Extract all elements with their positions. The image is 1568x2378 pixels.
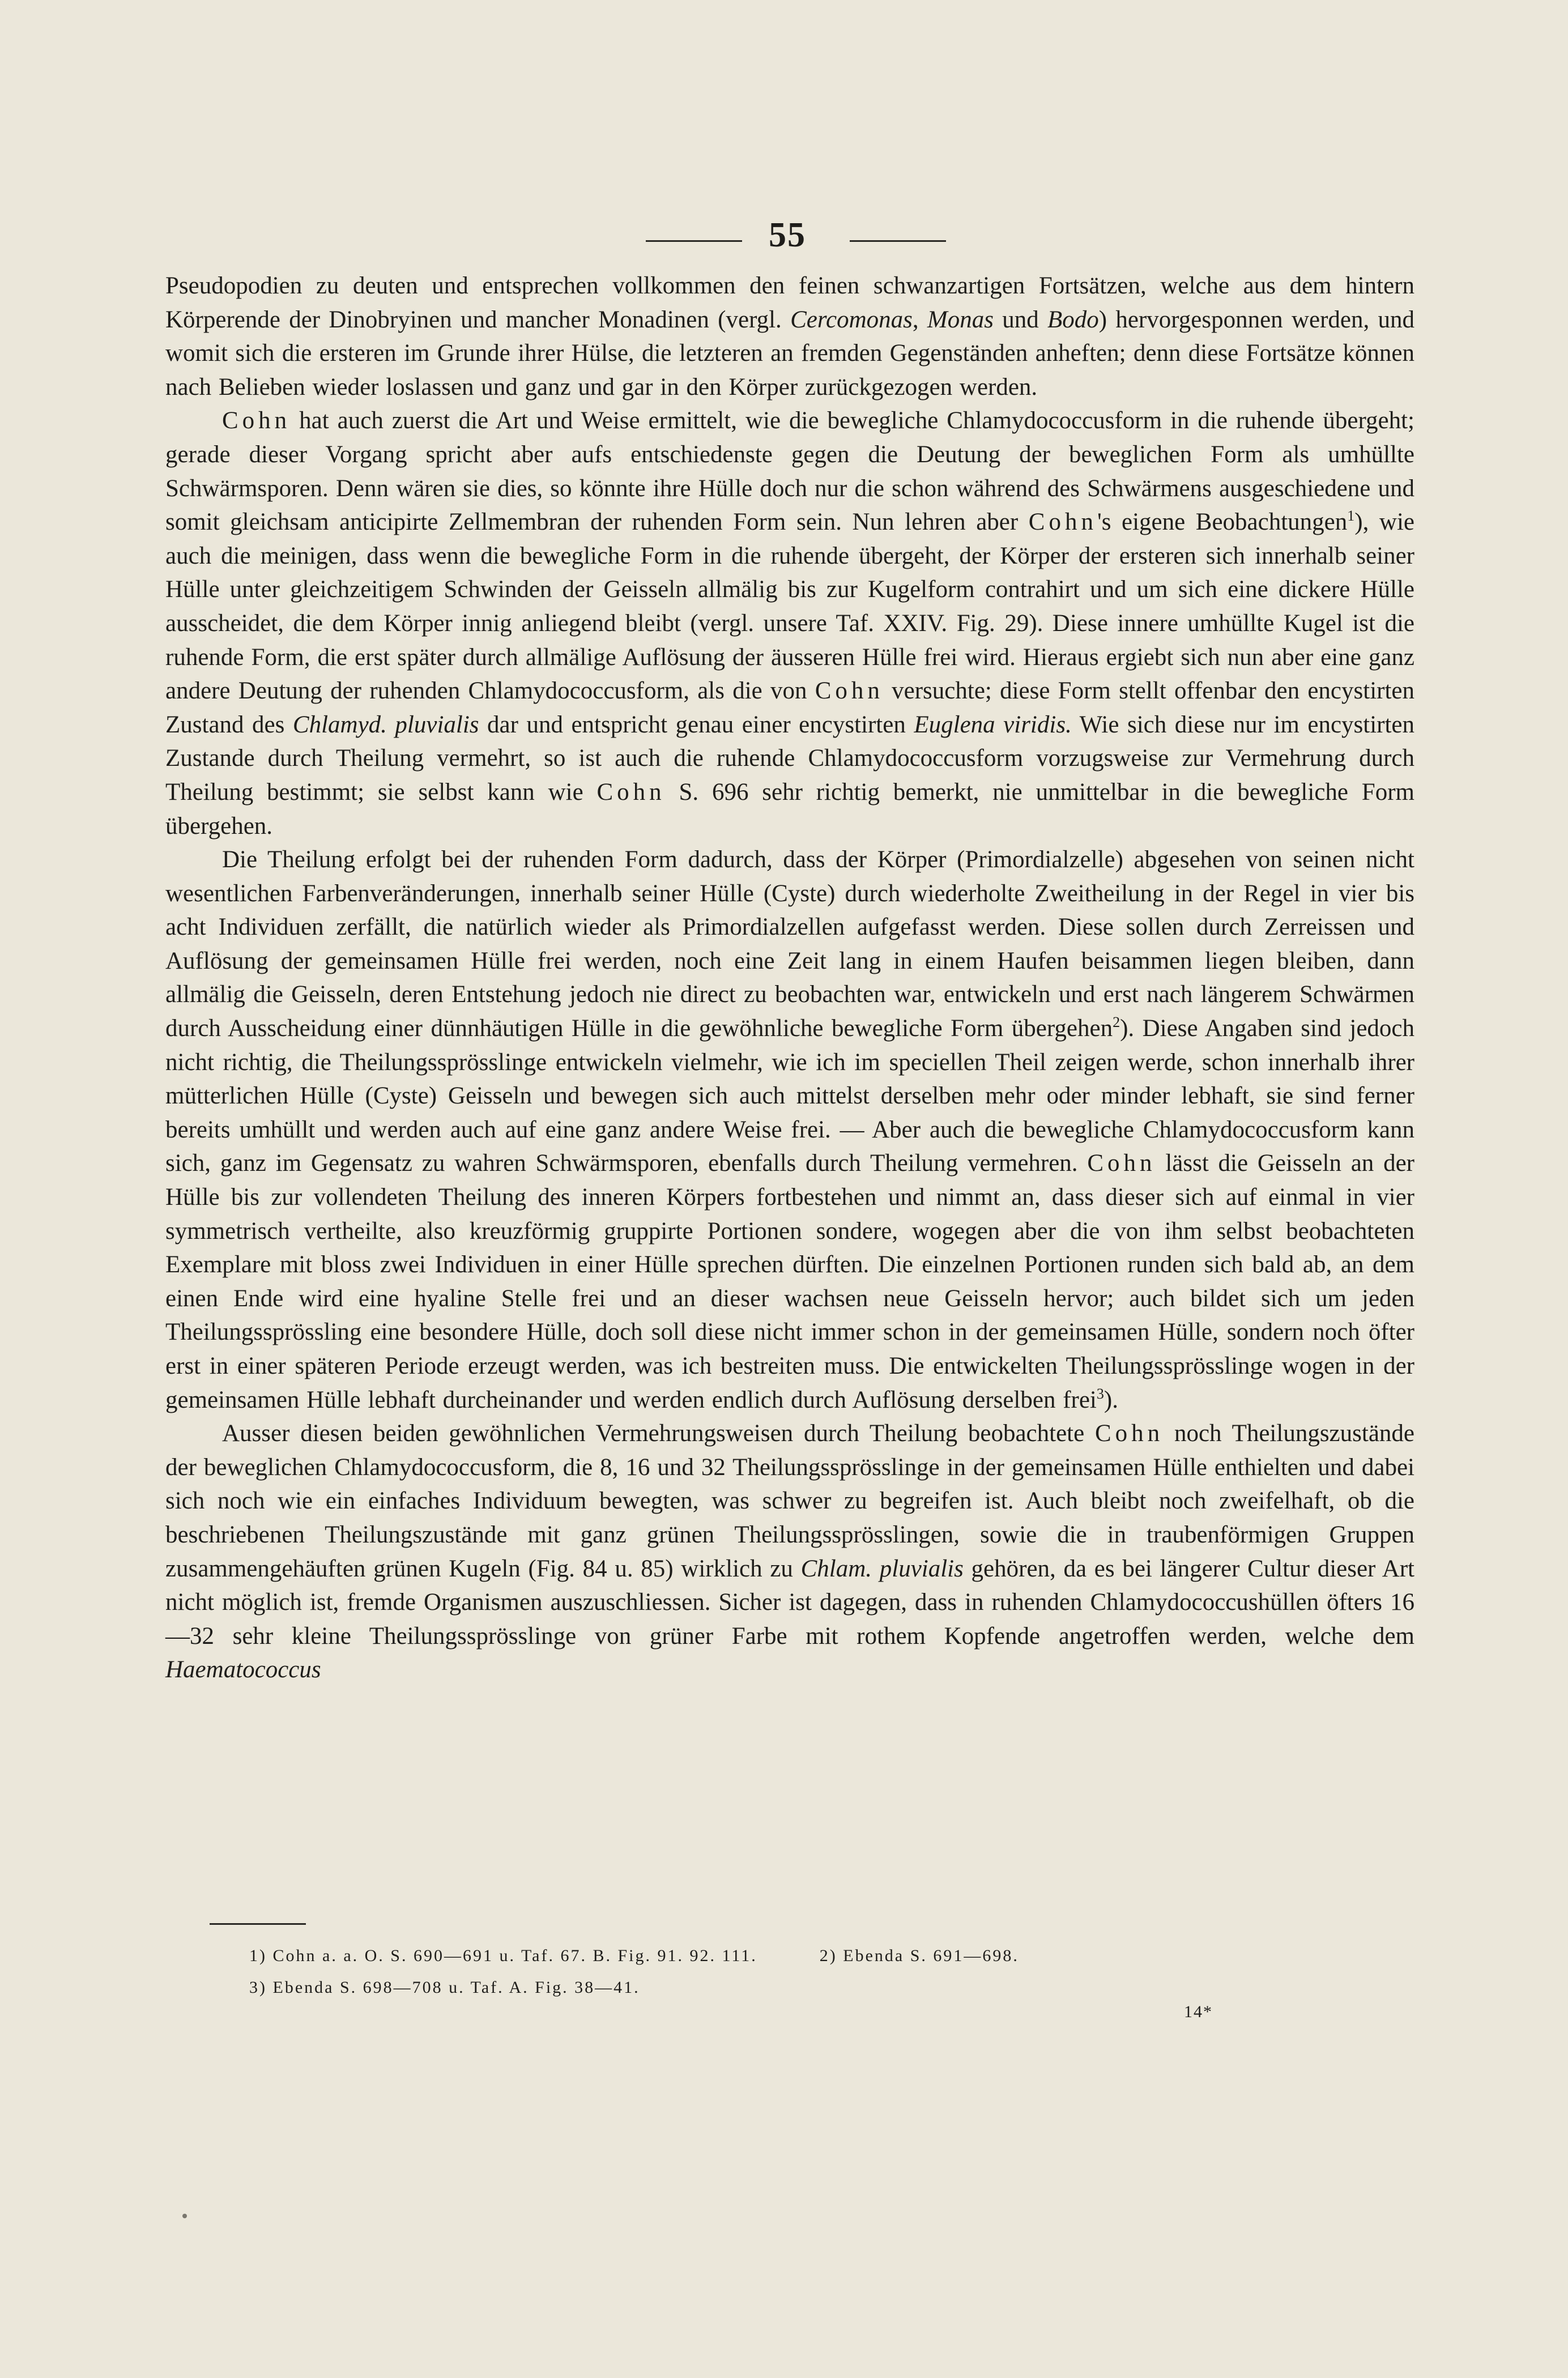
- text-run: S. 696 sehr richtig bemerkt, nie unmittelbar in die bewegliche Form übergehen.: [165, 778, 1414, 839]
- text-run: dar und entspricht genau einer encystirten: [479, 711, 914, 738]
- text-run: und: [993, 306, 1047, 333]
- text-run: hat auch zuerst die Art und Weise ermittelt, wie die bewegliche Chlamydococcusform in die ruhende übergeht; gerade dieser Vorgang spricht aber aufs entschiedenste gegen die Deutung der beweglichen Form als umhüllte Schwärmsporen. Denn wären sie dies, so könnte ihre Hülle doch nur die schon während des Schwärmens ausgeschiedene und somit gleichsam anticipirte Zellmembran der ruhenden Form sein. Nun lehren aber: [165, 407, 1414, 536]
- author-name: Cohn: [596, 778, 666, 806]
- page-number: 55: [769, 216, 806, 254]
- header-rule-right: [850, 240, 946, 242]
- text-run: gehören, da es bei längerer Cultur dieser Art nicht möglich ist, fremde Organismen auszuschliessen. Sicher ist dagegen, dass in ruhenden Chlamydococcushüllen öfters 16—32 sehr kleine Theilungssprösslinge von grüner Farbe mit rothem Kopfende angetroffen werden, welche dem: [165, 1555, 1415, 1650]
- footnote-ref: 2: [1113, 1014, 1120, 1031]
- text-run: Die Theilung erfolgt bei der ruhenden Form dadurch, dass der Körper (Primordialzelle) abgesehen von seinen nicht wesentlichen Farbenveränderungen, innerhalb seiner Hülle (Cyste) durch wiederholte Zweitheilung in der Regel in vier bis acht Individuen zerfällt, die natürlich wieder als Primordialzellen aufgefasst werden. Diese sollen durch Zerreissen und Auflösung der gemeinsamen Hülle frei werden, noch eine Zeit lang in einem Haufen beisammen liegen bleiben, dann allmälig die Geisseln, deren Entstehung jedoch nie direct zu beobachten war, entwickeln und erst nach längerem Schwärmen durch Ausscheidung einer dünnhäutigen Hülle in die gewöhnliche bewegliche Form übergehen: [165, 846, 1414, 1042]
- text-run: Wie sich diese nur im encystirten Zustande durch Theilung vermehrt, so ist auch die ruhende Chlamydococcusform vorzugsweise zur Vermehrung durch Theilung bestimmt; sie selbst kann wie: [165, 711, 1415, 806]
- paragraph-2: [165, 404, 1414, 843]
- text-run: lässt die Geisseln an der Hülle bis zur vollendeten Theilung des inneren Körpers fortbestehen und nimmt an, dass dieser sich auf einmal in vier symmetrisch vertheilte, also kreuzförmig gruppirte Portionen sondere, wogegen aber die von ihm selbst beobachteten Exemplare mit bloss zwei Individuen in einer Hülle sprechen dürften. Die einzelnen Portionen runden sich bald ab, an dem einen Ende wird eine hyaline Stelle frei und an dieser wachsen neue Geisseln hervor; auch bildet sich um jeden Theilungssprössling eine besondere Hülle, doch soll diese nicht immer schon in der gemeinsamen Hülle, sondern noch öfter erst in einer späteren Periode erzeugt werden, was ich bestreiten muss. Die entwickelten Theilungssprösslinge wogen in der gemeinsamen Hülle lebhaft durcheinander und werden endlich durch Auflösung derselben frei: [165, 1150, 1414, 1413]
- text-run: 's eigene Beobachtungen: [1097, 509, 1348, 536]
- footnote-ref: 1: [1347, 508, 1355, 525]
- italic-term: Chlam. pluvialis: [800, 1555, 964, 1582]
- italic-term: Euglena viridis.: [914, 711, 1072, 738]
- text-run: ). Diese Angaben sind jedoch nicht richtig, die Theilungssprösslinge entwickeln vielmehr, wie ich im speciellen Theil zeigen werde, schon innerhalb ihrer mütterlichen Hülle (Cyste) Geisseln und bewegen sich auch mittelst derselben mehr oder minder lebhaft, sie sind ferner bereits umhüllt und werden auch auf eine ganz andere Weise frei. — Aber auch die bewegliche Chlamydococcusform kann sich, ganz im Gegensatz zu wahren Schwärmsporen, ebenfalls durch Theilung vermehren.: [165, 1015, 1415, 1177]
- footnote-ref: 3: [1096, 1385, 1104, 1402]
- text-run: versuchte; diese Form stellt offenbar den encystirten Zustand des: [165, 677, 1414, 738]
- author-name: Cohn: [1028, 509, 1097, 536]
- footnote-row: [249, 1972, 1326, 2004]
- page-header: [0, 215, 1568, 261]
- paragraph-4: [165, 1417, 1414, 1687]
- footnote-1: 1) Cohn a. a. O. S. 690—691 u. Taf. 67. B. Fig. 91. 92. 111.: [249, 1946, 757, 1965]
- text-run: ), wie auch die meinigen, dass wenn die bewegliche Form in die ruhende übergeht, der Körper der ersteren sich innerhalb seiner Hülle unter gleichzeitigem Schwinden der Geisseln allmälig bis zur Kugelform contrahirt und um sich eine dickere Hülle ausscheidet, die dem Körper innig anliegend bleibt (vergl. unsere Taf. XXIV. Fig. 29). Diese innere umhüllte Kugel ist die ruhende Form, die erst später durch allmälige Auflösung der äusseren Hülle frei wird. Hieraus ergiebt sich nun aber eine ganz andere Deutung der ruhenden Chlamydococcusform, als die von: [165, 509, 1414, 705]
- signature-mark: 14*: [1184, 2002, 1213, 2021]
- author-name: Cohn: [1095, 1420, 1164, 1447]
- italic-term: Chlamyd. pluvialis: [292, 711, 479, 738]
- text-run: Ausser diesen beiden gewöhnlichen Vermehrungsweisen durch Theilung beobachtete: [222, 1420, 1095, 1447]
- paragraph-1: [165, 269, 1414, 404]
- text-run: ).: [1103, 1386, 1118, 1413]
- footnote-row: [249, 1940, 1326, 1972]
- author-name: Cohn: [222, 407, 291, 434]
- footnote-2: 2) Ebenda S. 691—698.: [819, 1946, 1019, 1965]
- text-run: ) hervorgesponnen werden, und womit sich die ersteren im Grunde ihrer Hülse, die letzteren an fremden Gegenständen anheften; denn diese Fortsätze können nach Belieben wieder loslassen und ganz und gar in den Körper zurückgezogen werden.: [165, 306, 1415, 400]
- italic-term: Haematococcus: [165, 1656, 321, 1684]
- footnote-3: 3) Ebenda S. 698—708 u. Taf. A. Fig. 38—41.: [249, 1978, 640, 1997]
- paper-speck: [182, 2214, 187, 2218]
- text-run: noch Theilungszustände der beweglichen Chlamydococcusform, die 8, 16 und 32 Theilungssprösslinge in der gemeinsamen Hülle enthielten und dabei sich noch wie ein einfaches Individuum bewegten, was schwer zu begreifen ist. Auch bleibt noch zweifelhaft, ob die beschriebenen Theilungszustände mit ganz grünen Theilungssprösslingen, sowie die in traubenförmigen Gruppen zusammengehäuften grünen Kugeln (Fig. 84 u. 85) wirklich zu: [165, 1420, 1414, 1582]
- italic-term: Monas: [927, 306, 994, 333]
- header-rule-left: [646, 240, 742, 242]
- footnotes: [249, 1940, 1326, 2004]
- footnote-rule: [210, 1923, 306, 1925]
- italic-term: Bodo: [1047, 306, 1099, 333]
- paragraph-3: [165, 843, 1414, 1417]
- italic-term: Cercomonas: [790, 306, 913, 333]
- author-name: Cohn: [1087, 1150, 1156, 1177]
- text-run: ,: [912, 306, 927, 333]
- author-name: Cohn: [815, 677, 884, 705]
- text-run: Pseudopodien zu deuten und entsprechen vollkommen den feinen schwanzartigen Fortsätzen, welche aus dem hintern Körperende der Dinobryinen und mancher Monadinen (vergl.: [165, 272, 1414, 333]
- body-text: [165, 269, 1414, 1687]
